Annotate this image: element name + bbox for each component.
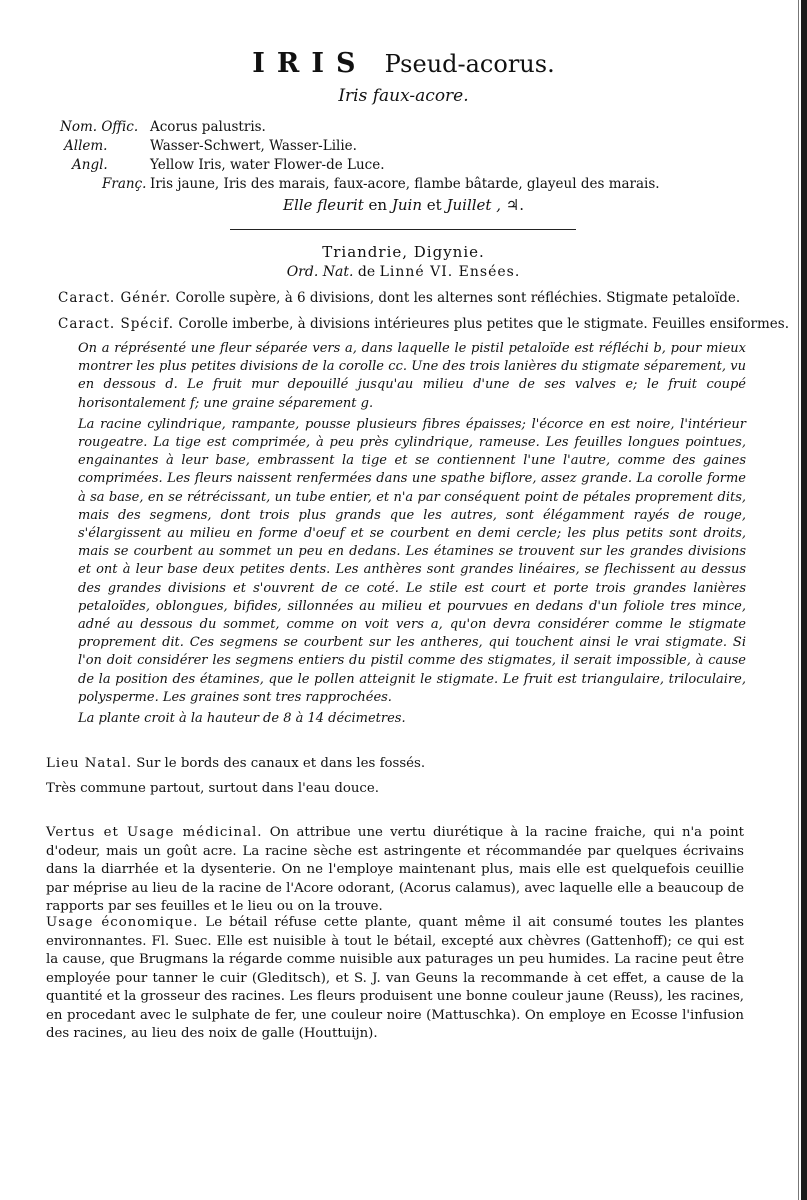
order-value: Linné VI. Ensées. — [379, 264, 521, 280]
name-label: Allem. — [64, 138, 108, 154]
habitat-text: Sur le bords des canaux et dans les fossés. — [136, 756, 426, 771]
name-row-angl — [60, 156, 760, 175]
specific-character-label: Caract. Spécif. — [58, 316, 175, 332]
name-label: Nom. Offic. — [60, 119, 139, 135]
name-value: Acorus palustris. — [150, 119, 266, 135]
name-row-allem — [60, 137, 760, 156]
habitat-section — [46, 755, 744, 798]
flowering-text-b: en — [368, 196, 388, 214]
economic-label: Usage économique. — [46, 915, 199, 930]
medicinal-label: Vertus et Usage médicinal. — [46, 825, 263, 840]
name-row-offic — [60, 118, 760, 137]
specific-character-text: Corolle imberbe, à divisions intérieures plus petites que le stigmate. Feuilles ensiformes. — [178, 316, 790, 332]
generic-character-label: Caract. Génér. — [58, 290, 172, 306]
flowering-text-a: Elle fleurit — [283, 196, 364, 214]
french-name: Iris faux-acore. — [338, 86, 469, 106]
perennial-symbol: ♃. — [505, 196, 524, 214]
medicinal-section — [46, 824, 744, 917]
habitat-line — [46, 755, 744, 774]
name-label: Franç. — [102, 176, 147, 192]
order-label: Ord. Nat. — [286, 264, 354, 280]
genus-name: IRIS — [252, 48, 368, 79]
habitat-line-2: Très commune partout, surtout dans l'eau douce. — [46, 780, 379, 796]
name-row-franc — [60, 175, 760, 194]
economic-text: Le bétail réfuse cette plante, quant même il ait consumé toutes les plantes environnantes. Fl. Suec. Elle est nuisible à tout le bétail, excepté aux chèvres (Gattenhoff); ce qui est la cause, que Brugmans la régarde comme nuisible aux paturages un peu humides. La racine peut être employée pour tanner le cuir (Gleditsch), et S. J. van Geuns la recommande à cet effet, a cause de la quantité et la grosseur des racines. Les fleurs produisent une bonne couleur jaune (Reuss), les racines, en procedant avec le sulphate de fer, une couleur noire (Mattuschka). On employe en Ecosse l'infusion des racines, au lieu des noix de galle (Houttuijn). — [46, 915, 744, 1041]
linnaean-class: Triandrie, Digynie. — [322, 243, 485, 261]
order-de: de — [357, 264, 376, 280]
natural-order — [0, 264, 807, 280]
medicinal-text: On attribue une vertu diurétique à la racine fraiche, qui n'a point d'odeur, mais un goût acre. La racine sèche est astringente et récommandée par quelques écrivains dans la diarrhée et la dysenterie. On ne l'employe maintenant plus, mais elle est quelquefois ceuillie par méprise au lieu de la racine de l'Acore odorant, (Acorus calamus), avec laquelle elle a beaucoup de rapports par ses feuilles et le lieu ou on la trouve. — [46, 825, 745, 914]
flowering-month-2: Juillet , — [446, 196, 501, 214]
generic-character-text: Corolle supère, à 6 divisions, dont les alternes sont réfléchies. Stigmate petaloïde. — [175, 290, 741, 306]
page-edge-shadow — [801, 0, 807, 1200]
specific-character — [58, 316, 790, 332]
description-paragraph-height: La plante croit à la hauteur de 8 à 14 décimetres. — [78, 711, 406, 727]
divider-rule — [230, 229, 576, 230]
flowering-time — [0, 196, 807, 214]
species-name: Pseud-acorus. — [384, 50, 555, 78]
description-paragraph-morphology: La racine cylindrique, rampante, pousse plusieurs fibres épaisses; l'écorce en est noire, l'intérieur rougeatre. La tige est comprimée, à peu près cylindrique, rameuse. Les feuilles longues pointues, engainantes à leur base, embrassent la tige et se contiennent l'une l'autre, comme des gaines comprimées. Les fleurs naissent renfermées dans une spathe biflore, assez grande. La corolle forme à sa base, en se rétrécissant, un tube entier, et n'a par conséquent point de pétales proprement dits, mais des segmens, dont trois plus grands que les autres, sont élégamment rayés de rouge, s'élargissent au milieu en forme d'oeuf et se courbent en demi cercle; les plus petits sont droits, mais se courbent au sommet un peu en dedans. Les étamines se trouvent sur les grandes divisions et ont à leur base deux petites dents. Les anthères sont grandes linéaires, se flechissent au dessus des grandes divisions et s'ouvrent de ce coté. Le stile est court et porte trois grandes lanières petaloïdes, oblongues, bifides, sillonnées au milieu et pourvues en dedans d'un foliole tres mince, adné au dessous du sommet, comme on voit vers a, qu'on devra considérer comme le stigmate proprement dit. Ces segmens se courbent sur les antheres, qui touchent ainsi le vrai stigmate. Si l'on doit considérer les segmens entiers du pistil comme des stigmates, il serait impossible, à cause de la position des étamines, que le pollen atteignit le stigmate. Le fruit est triangulaire, triloculaire, polysperme. Les graines sont tres rapprochées. — [78, 416, 746, 705]
page-edge-line — [798, 0, 799, 1200]
flowering-month-1: Juin — [391, 196, 422, 214]
name-label: Angl. — [72, 157, 108, 173]
generic-character — [58, 290, 758, 306]
description-paragraph-figures: On a réprésenté une fleur séparée vers a, dans laquelle le pistil petaloïde est réfléchi b, pour mieux montrer les plus petites divisions de la corolle cc. Une des trois lanières du stigmate séparement, vu en dessous d. Le fruit mur depouillé jusqu'au milieu d'une de ses valves e; le fruit coupé horisontalement f; une graine séparement g. — [78, 341, 746, 411]
name-value: Yellow Iris, water Flower-de Luce. — [150, 157, 385, 173]
vernacular-names — [60, 118, 760, 194]
medicinal-paragraph — [46, 824, 744, 917]
habitat-label: Lieu Natal. — [46, 756, 133, 771]
name-value: Wasser-Schwert, Wasser-Lilie. — [150, 138, 357, 154]
flowering-text-d: et — [426, 196, 442, 214]
economic-section — [46, 914, 744, 1044]
plant-title — [0, 48, 807, 80]
name-value: Iris jaune, Iris des marais, faux-acore, flambe bâtarde, glayeul des marais. — [150, 176, 660, 192]
description — [78, 340, 746, 731]
economic-paragraph — [46, 914, 744, 1044]
